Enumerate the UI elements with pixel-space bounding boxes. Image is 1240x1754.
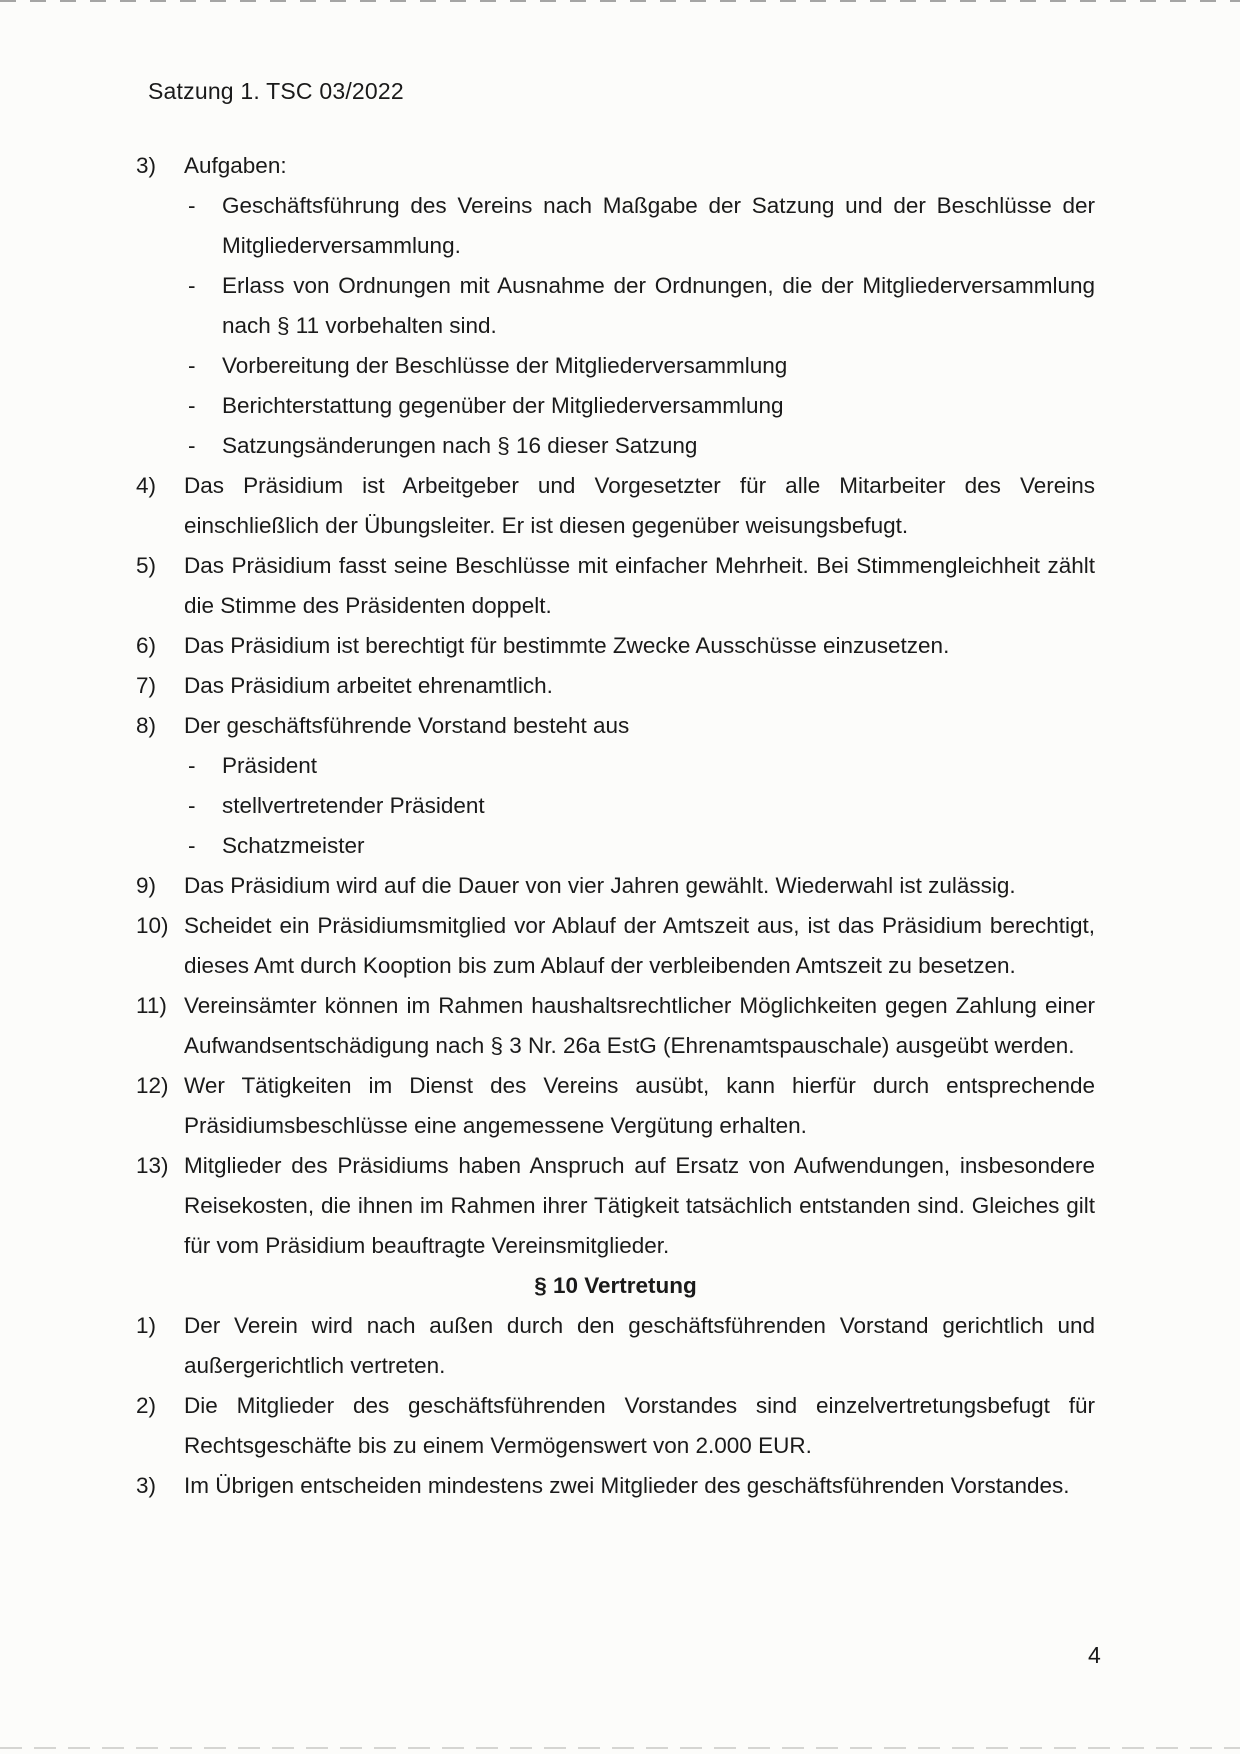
item-text: Aufgaben: [184,153,287,178]
item-text: Schatzmeister [222,833,365,858]
item-text: Erlass von Ordnungen mit Ausnahme der Ordnungen, die der Mitgliederversammlung nach § 11 vorbehalten sind. [222,273,1095,338]
dash-bullet: - [188,393,196,418]
dash-bullet: - [188,353,196,378]
page-number: 4 [1088,1642,1101,1668]
item-marker: 3) [136,153,157,178]
item-text: Satzungsänderungen nach § 16 dieser Satzung [222,433,698,458]
item-marker: 4) [136,473,157,498]
item-text: Scheidet ein Präsidiumsmitglied vor Ablauf der Amtszeit aus, ist das Präsidium berechtigt, dieses Amt durch Kooption bis zum Ablauf der verbleibenden Amtszeit zu besetzen. [184,913,1095,978]
item-marker: 6) [136,633,157,658]
item-text: Der geschäftsführende Vorstand besteht aus [184,713,630,738]
item-marker: 3) [136,1473,157,1498]
sub-item [136,386,1095,426]
item-text: Geschäftsführung des Vereins nach Maßgabe der Satzung und der Beschlüsse der Mitgliederversammlung. [222,193,1095,258]
item-text: Berichterstattung gegenüber der Mitgliederversammlung [222,393,784,418]
list-item-13 [136,1146,1095,1266]
item-marker: 5) [136,553,157,578]
item-marker: 8) [136,713,157,738]
list-item-7 [136,666,1095,706]
sub-item [136,826,1095,866]
list-item-3 [136,146,1095,186]
section-item-2 [136,1386,1095,1466]
item-text: Präsident [222,753,318,778]
sub-item [136,746,1095,786]
item-text: Das Präsidium ist Arbeitgeber und Vorgesetzter für alle Mitarbeiter des Vereins einschließlich der Übungsleiter. Er ist diesen gegenüber weisungsbefugt. [184,473,1095,538]
sub-item [136,426,1095,466]
item-text: Das Präsidium arbeitet ehrenamtlich. [184,673,553,698]
item-marker: 2) [136,1393,157,1418]
item-marker: 13) [136,1153,169,1178]
item-text: Der Verein wird nach außen durch den geschäftsführenden Vorstand gerichtlich und außergerichtlich vertreten. [184,1313,1095,1378]
item-text: Vorbereitung der Beschlüsse der Mitgliederversammlung [222,353,788,378]
item-text: Das Präsidium ist berechtigt für bestimmte Zwecke Ausschüsse einzusetzen. [184,633,950,658]
dash-bullet: - [188,193,196,218]
sub-item [136,786,1095,826]
item-marker: 1) [136,1313,157,1338]
dash-bullet: - [188,753,196,778]
document-body [136,146,1095,1506]
sub-item [136,346,1095,386]
item-text: Vereinsämter können im Rahmen haushaltsrechtlicher Möglichkeiten gegen Zahlung einer Aufwandsentschädigung nach § 3 Nr. 26a EstG (Ehrenamtspauschale) ausgeübt werden. [184,993,1095,1058]
dash-bullet: - [188,833,196,858]
list-item-11 [136,986,1095,1066]
list-item-10 [136,906,1095,986]
item-text: Wer Tätigkeiten im Dienst des Vereins ausübt, kann hierfür durch entsprechende Präsidiumsbeschlüsse eine angemessene Vergütung erhalten. [184,1073,1095,1138]
dash-bullet: - [188,273,196,298]
sub-item [136,266,1095,346]
scan-artifact-bottom [0,1747,1240,1749]
scan-artifact-top [0,0,1240,2]
item-text: Das Präsidium fasst seine Beschlüsse mit einfacher Mehrheit. Bei Stimmengleichheit zählt die Stimme des Präsidenten doppelt. [184,553,1095,618]
document-header: Satzung 1. TSC 03/2022 [148,78,404,104]
item-text: Im Übrigen entscheiden mindestens zwei Mitglieder des geschäftsführenden Vorstandes. [184,1473,1070,1498]
list-item-8 [136,706,1095,746]
list-item-6 [136,626,1095,666]
item-text: Mitglieder des Präsidiums haben Anspruch auf Ersatz von Aufwendungen, insbesondere Reisekosten, die ihnen im Rahmen ihrer Tätigkeit tatsächlich entstanden sind. Gleiches gilt für vom Präsidium beauftragte Vereinsmitglieder. [184,1153,1095,1258]
dash-bullet: - [188,433,196,458]
section-item-3 [136,1466,1095,1506]
item-text: Die Mitglieder des geschäftsführenden Vorstandes sind einzelvertretungsbefugt für Rechtsgeschäfte bis zu einem Vermögenswert von 2.000 EUR. [184,1393,1095,1458]
section-item-1 [136,1306,1095,1386]
item-marker: 10) [136,913,169,938]
item-marker: 12) [136,1073,169,1098]
item-marker: 9) [136,873,157,898]
list-item-5 [136,546,1095,626]
list-item-4 [136,466,1095,546]
list-item-9 [136,866,1095,906]
item-marker: 7) [136,673,157,698]
item-text: stellvertretender Präsident [222,793,485,818]
sub-item [136,186,1095,266]
item-marker: 11) [136,993,167,1018]
item-text: Das Präsidium wird auf die Dauer von vier Jahren gewählt. Wiederwahl ist zulässig. [184,873,1016,898]
section-heading: § 10 Vertretung [534,1273,697,1298]
list-item-12 [136,1066,1095,1146]
dash-bullet: - [188,793,196,818]
